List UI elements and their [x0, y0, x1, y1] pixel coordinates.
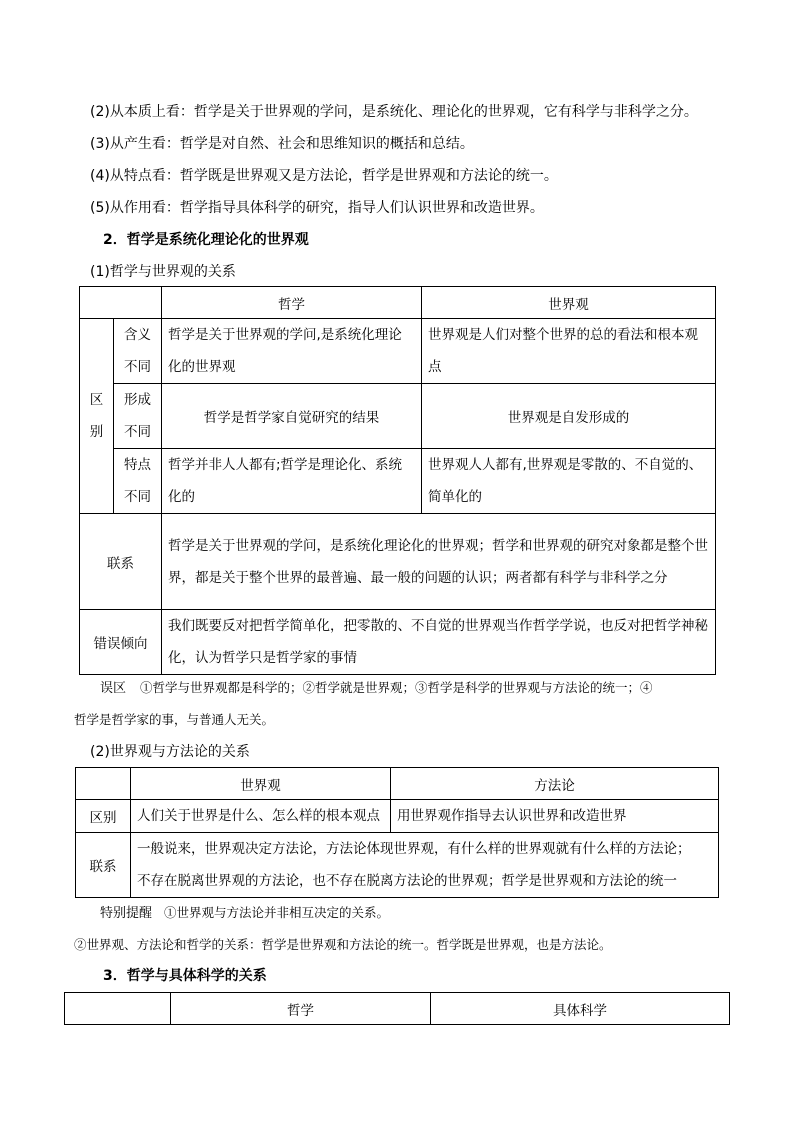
table1-error-text: 我们既要反对把哲学简单化，把零散的、不自觉的世界观当作哲学学说，也反对把哲学神秘化，认为哲学只是哲学家的事情 — [162, 610, 716, 675]
table2-corner-cell — [76, 768, 131, 800]
table1-link-text: 哲学是关于世界观的学问，是系统化理论化的世界观；哲学和世界观的研究对象都是整个世界，都是关于整个世界的最普遍、最一般的问题的认识；两者都有科学与非科学之分 — [162, 514, 716, 610]
row-label-text: 含义不同 — [124, 327, 151, 375]
tip-label: 特别提醒 — [100, 906, 153, 921]
subheading-worldview-methodology: (2)世界观与方法论的关系 — [90, 744, 250, 760]
tip-text-1: ①世界观与方法论并非相互决定的关系。 — [164, 905, 390, 920]
table1-link-label: 联系 — [80, 514, 162, 610]
table1-group-label — [80, 319, 114, 514]
table-philosophy-vs-worldview — [79, 286, 716, 675]
section-heading-2: 2．哲学是系统化理论化的世界观 — [103, 232, 309, 248]
table-philosophy-vs-science — [64, 992, 730, 1025]
table1-cell-worldview: 世界观是人们对整个世界的总的看法和根本观点 — [422, 319, 716, 384]
table-row — [76, 833, 719, 898]
table2-link-line: 一般说来，世界观决定方法论，方法论体现世界观，有什么样的世界观就有什么样的方法论； — [137, 841, 691, 857]
table-row — [76, 800, 719, 833]
table-worldview-vs-methodology — [75, 767, 719, 898]
table3-header-philosophy: 哲学 — [171, 993, 431, 1025]
table2-header-methodology: 方法论 — [391, 768, 719, 800]
mistake-text-2: 哲学是哲学家的事，与普通人无关。 — [74, 712, 275, 727]
mistake-text-1: ①哲学与世界观都是科学的；②哲学就是世界观；③哲学是科学的世界观与方法论的统一；④ — [140, 680, 653, 695]
table1-group-label-text: 区别 — [89, 392, 104, 440]
table1-corner-cell — [80, 287, 162, 319]
row-label-text: 特点不同 — [124, 457, 151, 505]
table1-cell-philosophy: 哲学是哲学家自觉研究的结果 — [162, 384, 422, 449]
table-row — [80, 319, 716, 384]
row-label-text: 形成不同 — [124, 392, 151, 440]
tip-text-2: ②世界观、方法论和哲学的关系：哲学是世界观和方法论的统一。哲学既是世界观，也是方法论。 — [74, 937, 612, 952]
subheading-philosophy-worldview: (1)哲学与世界观的关系 — [90, 264, 236, 280]
table1-row-label — [114, 449, 162, 514]
intro-item-feature: (4)从特点看：哲学既是世界观又是方法论，哲学是世界观和方法论的统一。 — [90, 168, 558, 184]
table1-cell-worldview: 世界观人人都有,世界观是零散的、不自觉的、简单化的 — [422, 449, 716, 514]
table2-diff-label: 区别 — [76, 800, 131, 833]
table1-header-philosophy: 哲学 — [162, 287, 422, 319]
table-row — [80, 449, 716, 514]
mistake-note-line1 — [100, 678, 653, 699]
table-row — [80, 514, 716, 610]
table1-cell-philosophy: 哲学是关于世界观的学问,是系统化理论化的世界观 — [162, 319, 422, 384]
table-row — [80, 384, 716, 449]
mistake-label: 误区 — [100, 681, 127, 696]
table3-corner-cell — [65, 993, 171, 1025]
table1-row-label — [114, 319, 162, 384]
table2-header-worldview: 世界观 — [131, 768, 391, 800]
intro-item-origin: (3)从产生看：哲学是对自然、社会和思维知识的概括和总结。 — [90, 136, 474, 152]
table-row — [80, 610, 716, 675]
intro-item-function: (5)从作用看：哲学指导具体科学的研究，指导人们认识世界和改造世界。 — [90, 200, 544, 216]
table1-cell-worldview: 世界观是自发形成的 — [422, 384, 716, 449]
table1-error-label: 错误倾向 — [80, 610, 162, 675]
table2-link-label: 联系 — [76, 833, 131, 898]
table1-header-worldview: 世界观 — [422, 287, 716, 319]
table2-link-line: 不存在脱离世界观的方法论，也不存在脱离方法论的世界观；哲学是世界观和方法论的统一 — [137, 873, 677, 889]
table2-diff-worldview: 人们关于世界是什么、怎么样的根本观点 — [131, 800, 391, 833]
table1-row-label — [114, 384, 162, 449]
table2-link-text — [131, 833, 719, 898]
tip-line1 — [100, 903, 389, 924]
intro-item-essence: (2)从本质上看：哲学是关于世界观的学问，是系统化、理论化的世界观，它有科学与非科学之分。 — [90, 104, 698, 120]
table3-header-science: 具体科学 — [431, 993, 730, 1025]
table1-cell-philosophy: 哲学并非人人都有;哲学是理论化、系统化的 — [162, 449, 422, 514]
table2-diff-methodology: 用世界观作指导去认识世界和改造世界 — [391, 800, 719, 833]
section-heading-3: 3．哲学与具体科学的关系 — [103, 968, 267, 984]
